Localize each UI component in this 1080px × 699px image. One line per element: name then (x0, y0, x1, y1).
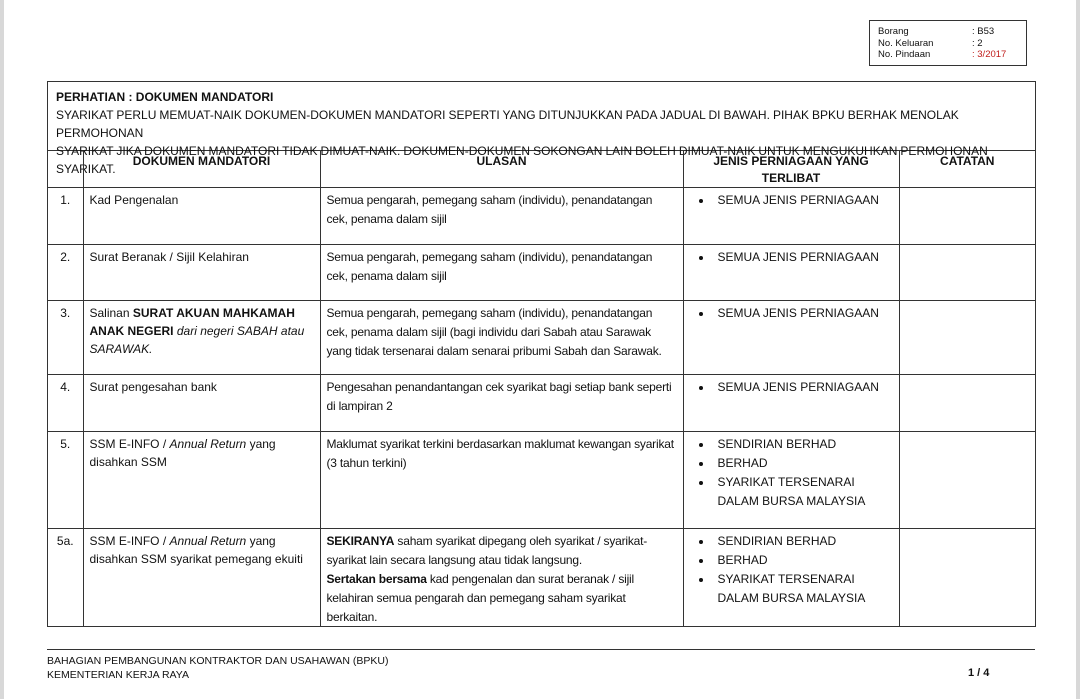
jenis-perniagaan (683, 529, 899, 628)
document-text: Kad Pengenalan (89, 193, 179, 207)
form-value-pindaan: : 3/2017 (972, 49, 1007, 60)
document-text-italic: dari negeri SABAH atau SARAWAK. (89, 324, 305, 356)
document-text: Salinan (89, 306, 133, 320)
mandatory-documents-frame (47, 81, 1036, 627)
table-row (48, 245, 1035, 301)
jenis-item: BERHAD (694, 454, 893, 473)
form-id-box (869, 20, 1027, 66)
form-row-pindaan (878, 49, 1026, 61)
jenis-item: SEMUA JENIS PERNIAGAAN (694, 191, 893, 210)
jenis-item: SENDIRIAN BERHAD (694, 532, 893, 551)
ulasan-body: Maklumat syarikat terkini berdasarkan maklumat kewangan syarikat (3 tahun terkini) (326, 437, 674, 470)
jenis-item: SEMUA JENIS PERNIAGAAN (694, 304, 893, 323)
header-jenis: JENIS PERNIAGAAN YANG TERLIBAT (683, 151, 899, 188)
ulasan-text (320, 301, 683, 375)
jenis-item: SEMUA JENIS PERNIAGAAN (694, 378, 893, 397)
catatan-cell (899, 375, 1035, 432)
ulasan-text (320, 245, 683, 301)
jenis-item: SYARIKAT TERSENARAI DALAM BURSA MALAYSIA (694, 570, 893, 608)
jenis-perniagaan (683, 432, 899, 529)
footer-line-2: KEMENTERIAN KERJA RAYA (47, 669, 189, 681)
ulasan-text (320, 188, 683, 245)
document-name (83, 301, 320, 375)
catatan-cell (899, 188, 1035, 245)
jenis-list (694, 191, 893, 210)
ulasan-body: kad pengenalan dan surat beranak / sijil kelahiran semua pengarah dan pemegang saham syarikat berkaitan. (326, 572, 634, 624)
row-number: 5a. (48, 529, 83, 628)
table-row (48, 375, 1035, 432)
row-number: 4. (48, 375, 83, 432)
document-text: yang disahkan SSM (89, 437, 276, 469)
jenis-list (694, 435, 893, 511)
table-row (48, 432, 1035, 529)
catatan-cell (899, 301, 1035, 375)
row-number: 3. (48, 301, 83, 375)
footer-line-1: BAHAGIAN PEMBANGUNAN KONTRAKTOR DAN USAHAWAN (BPKU) (47, 655, 389, 667)
form-label: No. Pindaan (878, 49, 931, 60)
jenis-perniagaan (683, 245, 899, 301)
document-text-italic: Annual Return (169, 437, 247, 451)
document-name (83, 375, 320, 432)
page-edge-left (0, 0, 4, 699)
ulasan-text (320, 375, 683, 432)
ulasan-text (320, 432, 683, 529)
document-text: yang disahkan SSM syarikat pemegang ekuiti (89, 534, 303, 566)
ulasan-body: Semua pengarah, pemegang saham (individu), penandatangan cek, penama dalam sijil (bagi individu dari Sabah atau Sarawak yang tidak tersenarai dalam senarai pribumi Sabah dan Sarawak. (326, 306, 662, 358)
document-name (83, 245, 320, 301)
header-catatan: CATATAN (899, 151, 1035, 188)
document-text: SSM E-INFO / (89, 437, 170, 451)
jenis-perniagaan (683, 301, 899, 375)
catatan-cell (899, 432, 1035, 529)
row-number: 1. (48, 188, 83, 245)
document-text: Surat Beranak / Sijil Kelahiran (89, 250, 249, 264)
notice-line-1: SYARIKAT PERLU MEMUAT-NAIK DOKUMEN-DOKUMEN MANDATORI SEPERTI YANG DITUNJUKKAN PADA JADUAL DI BAWAH. PIHAK BPKU BERHAK MENOLAK PERMOHONAN (56, 108, 959, 140)
jenis-perniagaan (683, 375, 899, 432)
jenis-list (694, 304, 893, 323)
table-row (48, 301, 1035, 375)
row-number: 5. (48, 432, 83, 529)
form-value: : B53 (972, 26, 995, 37)
ulasan-text (320, 529, 683, 628)
ulasan-body: Semua pengarah, pemegang saham (individu), penandatangan cek, penama dalam sijil (326, 250, 653, 283)
ulasan-body: Pengesahan penandantangan cek syarikat bagi setiap bank seperti di lampiran 2 (326, 380, 672, 413)
document-text-bold: SURAT AKUAN MAHKAMAH ANAK NEGERI (89, 306, 295, 338)
row-number: 2. (48, 245, 83, 301)
jenis-perniagaan (683, 188, 899, 245)
jenis-list (694, 248, 893, 267)
page-number: 1 / 4 (968, 667, 990, 679)
jenis-item: SENDIRIAN BERHAD (694, 435, 893, 454)
ulasan-body: saham syarikat dipegang oleh syarikat / syarikat-syarikat lain secara langsung atau tidak langsung. (326, 534, 648, 567)
ulasan-bold: SEKIRANYA (326, 534, 395, 548)
document-name (83, 432, 320, 529)
jenis-item: SEMUA JENIS PERNIAGAAN (694, 248, 893, 267)
footer-organisation (47, 654, 389, 682)
header-dokumen: DOKUMEN MANDATORI (83, 151, 320, 188)
notice-title: PERHATIAN : DOKUMEN MANDATORI (56, 90, 274, 104)
jenis-list (694, 378, 893, 397)
table-row (48, 529, 1035, 628)
jenis-list (694, 532, 893, 608)
page-edge-right (1076, 0, 1080, 699)
form-label: Borang (878, 26, 909, 37)
document-text: Surat pengesahan bank (89, 380, 217, 394)
header-number (48, 151, 83, 188)
form-row-keluaran (878, 38, 1026, 50)
catatan-cell (899, 529, 1035, 628)
table-row (48, 188, 1035, 245)
document-text: SSM E-INFO / (89, 534, 170, 548)
document-name (83, 529, 320, 628)
documents-table (48, 151, 1035, 627)
header-ulasan: ULASAN (320, 151, 683, 188)
table-header-row (48, 151, 1035, 188)
notice-line-2: SYARIKAT JIKA DOKUMEN MANDATORI TIDAK DIMUAT-NAIK. DOKUMEN-DOKUMEN SOKONGAN LAIN BOLEH DIMUAT-NAIK UNTUK MENGUKUHKAN PERMOHONAN SYARIKAT. (56, 144, 988, 176)
ulasan-bold: Sertakan bersama (326, 572, 427, 586)
document-text-italic: Annual Return (169, 534, 247, 548)
form-label: No. Keluaran (878, 37, 934, 49)
document-name (83, 188, 320, 245)
form-value: : 2 (972, 37, 983, 49)
jenis-item: SYARIKAT TERSENARAI DALAM BURSA MALAYSIA (694, 473, 893, 511)
form-row-borang (878, 26, 1026, 38)
catatan-cell (899, 245, 1035, 301)
ulasan-body: Semua pengarah, pemegang saham (individu), penandatangan cek, penama dalam sijil (326, 193, 653, 226)
footer-divider (47, 649, 1035, 650)
jenis-item: BERHAD (694, 551, 893, 570)
